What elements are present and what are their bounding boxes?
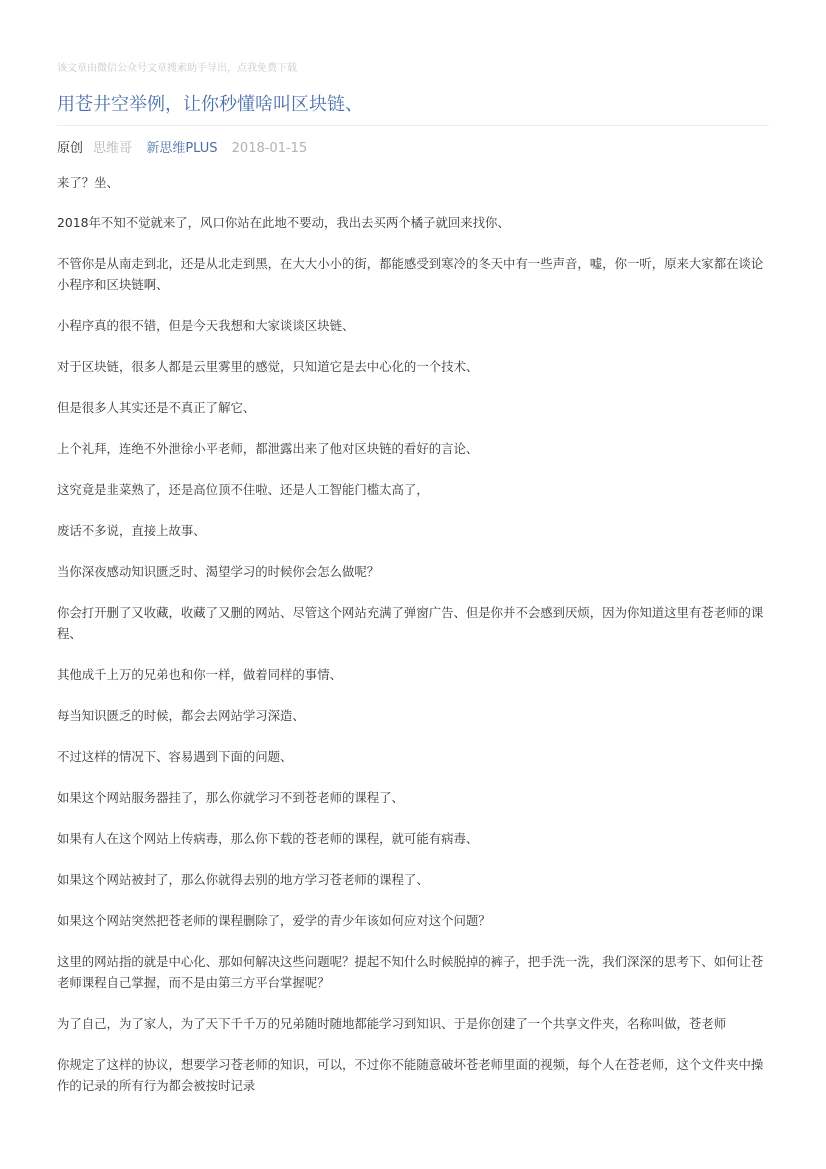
paragraph: 每当知识匮乏的时候，都会去网站学习深造、 [57, 708, 305, 723]
paragraph: 上个礼拜，连绝不外泄徐小平老师，都泄露出来了他对区块链的看好的言论、 [57, 441, 479, 456]
account-link[interactable]: 新思维PLUS [146, 141, 218, 156]
paragraph: 如果这个网站突然把苍老师的课程删除了，爱学的青少年该如何应对这个问题？ [57, 913, 491, 928]
paragraph: 你会打开删了又收藏，收藏了又删的网站、尽管这个网站充满了弹窗广告、但是你并不会感到厌烦，因为你知道这里有苍老师的课程、 [57, 605, 764, 641]
paragraph: 对于区块链，很多人都是云里雾里的感觉，只知道它是去中心化的一个技术、 [57, 359, 479, 374]
paragraph: 如果这个网站服务器挂了，那么你就学习不到苍老师的课程了、 [57, 790, 404, 805]
paragraph: 这究竟是韭菜熟了，还是高位顶不住啦、还是人工智能门槛太高了， [57, 482, 429, 497]
paragraph: 2018年不知不觉就来了，风口你站在此地不要动，我出去买两个橘子就回来找你、 [57, 215, 510, 230]
paragraph: 废话不多说，直接上故事、 [57, 523, 206, 538]
original-label: 原创 [57, 141, 84, 156]
paragraph: 如果这个网站被封了，那么你就得去别的地方学习苍老师的课程了、 [57, 872, 429, 887]
article-meta [57, 140, 307, 158]
paragraph: 为了自己，为了家人，为了天下千千万的兄弟随时随地都能学习到知识、于是你创建了一个共享文件夹，名称叫做，苍老师 [57, 1016, 727, 1031]
author-name: 思维哥 [93, 141, 133, 156]
paragraph: 如果有人在这个网站上传病毒，那么你下载的苍老师的课程，就可能有病毒、 [57, 831, 479, 846]
paragraph: 不过这样的情况下、容易遇到下面的问题、 [57, 749, 293, 764]
export-note-link[interactable]: 该文章由微信公众号文章搜索助手导出，点我免费下载 [57, 63, 297, 74]
paragraph: 其他成千上万的兄弟也和你一样，做着同样的事情、 [57, 667, 342, 682]
paragraph: 这里的网站指的就是中心化、那如何解决这些问题呢？提起不知什么时候脱掉的裤子，把手洗一洗，我们深深的思考下、如何让苍老师课程自己掌握，而不是由第三方平台掌握呢？ [57, 954, 764, 990]
publish-date: 2018-01-15 [231, 141, 308, 156]
paragraph: 小程序真的很不错，但是今天我想和大家谈谈区块链、 [57, 318, 355, 333]
paragraph: 来了？坐、 [57, 175, 119, 190]
paragraph: 但是很多人其实还是不真正了解它、 [57, 400, 256, 415]
article-title: 用苍井空举例，让你秒懂啥叫区块链、 [57, 94, 363, 115]
paragraph: 当你深夜感动知识匮乏时、渴望学习的时候你会怎么做呢？ [57, 564, 380, 579]
article-body [57, 172, 769, 1116]
paragraph: 不管你是从南走到北，还是从北走到黑，在大大小小的街，都能感受到寒冷的冬天中有一些声音，嘘，你一听，原来大家都在谈论小程序和区块链啊、 [57, 256, 764, 292]
title-divider [57, 125, 769, 126]
paragraph: 你规定了这样的协议，想要学习苍老师的知识，可以，不过你不能随意破坏苍老师里面的视频，每个人在苍老师，这个文件夹中操作的记录的所有行为都会被按时记录 [57, 1057, 764, 1093]
